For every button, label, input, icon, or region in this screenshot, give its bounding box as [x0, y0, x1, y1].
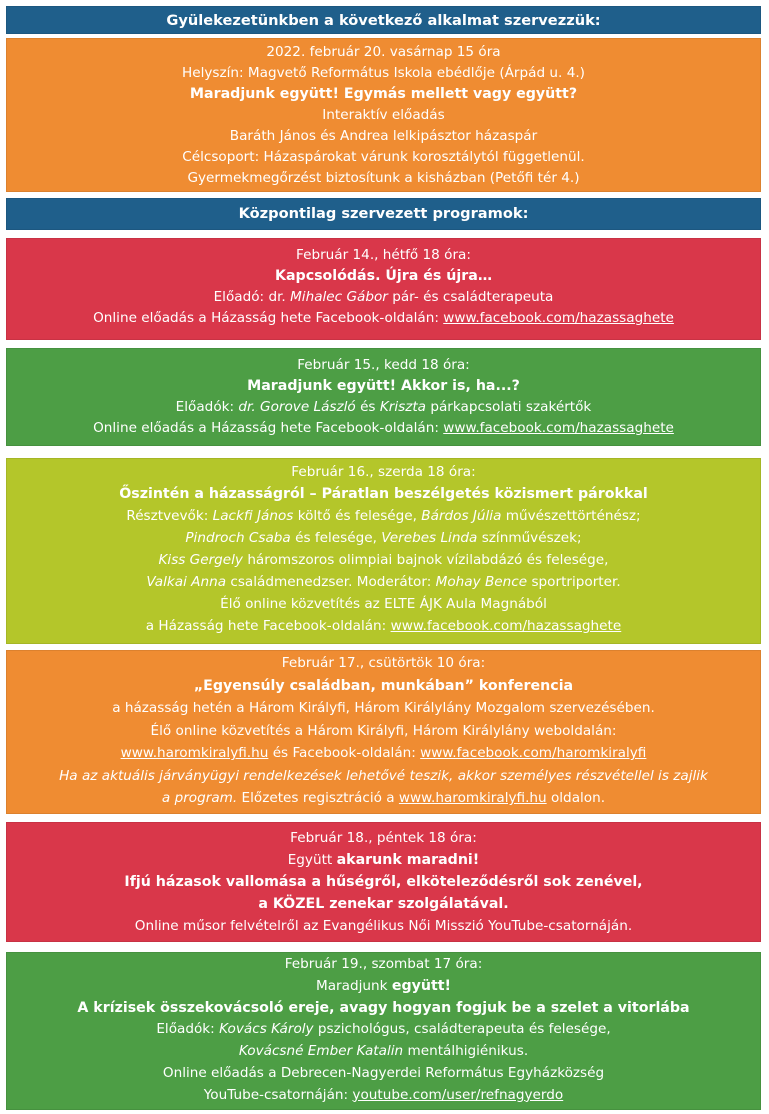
event-note-2 [7, 787, 760, 810]
participant-role: színművészek; [481, 530, 582, 546]
local-type: Interaktív előadás [322, 107, 445, 123]
event-card-feb15 [6, 348, 761, 446]
event-online-2 [7, 1085, 760, 1107]
local-date: 2022. február 20. vasárnap 15 óra [266, 44, 501, 60]
speaker-name-1: dr. Gorove László [238, 399, 356, 415]
speaker-name: Kovácsné Ember Katalin [238, 1043, 404, 1060]
youtube-link[interactable]: youtube.com/user/refnagyerdo [352, 1086, 564, 1103]
participant-role: művészettörténész; [505, 508, 641, 524]
speaker-role: párkapcsolati szakértők [430, 399, 592, 415]
event-speakers-2 [7, 1041, 760, 1063]
speaker-prefix: Előadók: [175, 399, 235, 415]
and-facebook-text: és Facebook-oldalán: [272, 745, 416, 761]
speaker-prefix: Előadók: [156, 1021, 215, 1038]
event-card-feb19 [6, 952, 761, 1110]
event-title-3: a KÖZEL zenekar szolgálatával. [258, 896, 509, 912]
note-end: a program. [161, 790, 238, 806]
facebook-link[interactable]: www.facebook.com/hazassaghete [390, 618, 622, 634]
online-text: Online előadás a Házasság hete Facebook-oldalán: [93, 310, 439, 326]
participant-name: Valkai Anna [146, 574, 227, 590]
event-organizer: a házasság hetén a Három Királyfi, Három Királylány Mozgalom szervezésében. [112, 700, 655, 716]
event-online: Online műsor felvételről az Evangélikus Női Misszió YouTube-csatornáján. [134, 918, 633, 934]
title-bold: akarunk maradni! [336, 852, 480, 868]
facebook-link[interactable]: www.facebook.com/hazassaghete [443, 310, 674, 326]
speaker-role: pár- és családterapeuta [392, 289, 554, 305]
central-header [6, 198, 761, 230]
participant-name: Verebes Linda [381, 530, 478, 546]
participants-line-1 [7, 505, 760, 527]
event-online [7, 418, 760, 439]
event-title-2: Ifjú házasok vallomása a hűségről, elköteleződésről sok zenével, [124, 874, 643, 890]
local-header-text: Gyülekezetünkben a következő alkalmat szervezzük: [166, 12, 601, 29]
registration-suffix: oldalon. [550, 790, 606, 806]
event-title: Kapcsolódás. Újra és újra… [274, 268, 493, 284]
event-date: Február 18., péntek 18 óra: [290, 830, 477, 846]
title-prefix: Maradjunk [316, 977, 388, 994]
event-speakers-1 [7, 1019, 760, 1041]
event-online [7, 615, 760, 637]
registration-link[interactable]: www.haromkiralyfi.hu [398, 790, 547, 806]
event-date: Február 15., kedd 18 óra: [297, 357, 470, 373]
event-title-2: A krízisek összekovácsoló ereje, avagy hogyan fogjuk be a szelet a vitorlába [77, 999, 690, 1016]
event-title: „Egyensúly családban, munkában” konferencia [193, 677, 574, 694]
event-live: Élő online közvetítés a Három Királyfi, Három Királylány weboldalán: [150, 722, 617, 739]
event-online [7, 308, 760, 329]
speaker-role: mentálhigiénikus. [407, 1043, 529, 1060]
speaker-prefix: Előadó: dr. [213, 289, 286, 305]
local-title: Maradjunk együtt! Egymás mellett vagy együtt? [189, 86, 578, 102]
speaker-name-2: Kriszta [379, 399, 427, 415]
speaker-and: és [360, 399, 376, 415]
participant-role: családmenedzser. Moderátor: [230, 574, 432, 590]
participant-role: és felesége, [295, 530, 377, 546]
event-note-1: Ha az aktuális járványügyi rendelkezések lehetővé teszik, akkor személyes részvétellel is zajlik [59, 767, 708, 784]
online-text: Online előadás a Házasság hete Facebook-oldalán: [93, 420, 439, 436]
participants-line-3 [7, 549, 760, 571]
event-date: Február 19., szombat 17 óra: [284, 956, 483, 972]
event-title-1 [7, 976, 760, 998]
website-link[interactable]: www.haromkiralyfi.hu [120, 745, 269, 761]
local-audience: Célcsoport: Házaspárokat várunk korosztálytól függetlenül. [182, 149, 585, 165]
event-card-feb18 [6, 822, 761, 942]
event-links [7, 742, 760, 765]
event-speakers [7, 287, 760, 308]
event-date: Február 17., csütörtök 10 óra: [281, 655, 486, 671]
speaker-name: Kovács Károly [219, 1021, 314, 1038]
local-childcare: Gyermekmegőrzést biztosítunk a kisházban (Petőfi tér 4.) [187, 170, 580, 186]
participants-line-2 [7, 527, 760, 549]
event-date: Február 14., hétfő 18 óra: [296, 247, 471, 263]
event-title: Őszintén a házasságról – Páratlan beszélgetés közismert párokkal [119, 486, 648, 502]
participant-role: sportriporter. [531, 574, 621, 590]
participant-role: költő és felesége, [297, 508, 417, 524]
event-card-feb16 [6, 458, 761, 644]
facebook-link[interactable]: www.facebook.com/haromkiralyfi [420, 745, 647, 761]
participant-role: háromszoros olimpiai bajnok vízilabdázó és felesége, [247, 552, 609, 568]
registration-text: Előzetes regisztráció a [241, 790, 395, 806]
participant-name: Lackfi János [212, 508, 294, 524]
event-title-1 [7, 849, 760, 871]
event-online-1: Online előadás a Debrecen-Nagyerdei Református Egyházközség [162, 1064, 605, 1081]
participant-name: Kiss Gergely [158, 552, 243, 568]
event-card-feb17 [6, 650, 761, 814]
local-place: Helyszín: Magvető Református Iskola ebédlője (Árpád u. 4.) [182, 65, 585, 81]
event-card-feb14 [6, 238, 761, 340]
facebook-link[interactable]: www.facebook.com/hazassaghete [443, 420, 674, 436]
event-speakers [7, 397, 760, 418]
title-bold: együtt! [391, 977, 451, 994]
speaker-name: Mihalec Gábor [290, 289, 388, 305]
local-header [6, 6, 761, 34]
title-prefix: Együtt [287, 852, 333, 868]
participant-name: Bárdos Júlia [421, 508, 502, 524]
local-event-card [6, 38, 761, 192]
event-title: Maradjunk együtt! Akkor is, ha...? [247, 378, 520, 394]
event-date: Február 16., szerda 18 óra: [291, 464, 476, 480]
central-header-text: Központilag szervezett programok: [238, 205, 529, 222]
participant-name: Pindroch Csaba [185, 530, 291, 546]
participant-name: Mohay Bence [435, 574, 528, 590]
participants-prefix: Résztvevők: [126, 508, 209, 524]
speaker-role: pszichológus, családterapeuta és felesége, [317, 1021, 611, 1038]
online-text: YouTube-csatornáján: [203, 1086, 349, 1103]
participants-line-4 [7, 571, 760, 593]
online-text: a Házasság hete Facebook-oldalán: [145, 618, 387, 634]
event-live: Élő online közvetítés az ELTE ÁJK Aula Magnából [220, 596, 547, 612]
local-speakers: Baráth János és Andrea lelkipásztor házaspár [229, 128, 538, 144]
